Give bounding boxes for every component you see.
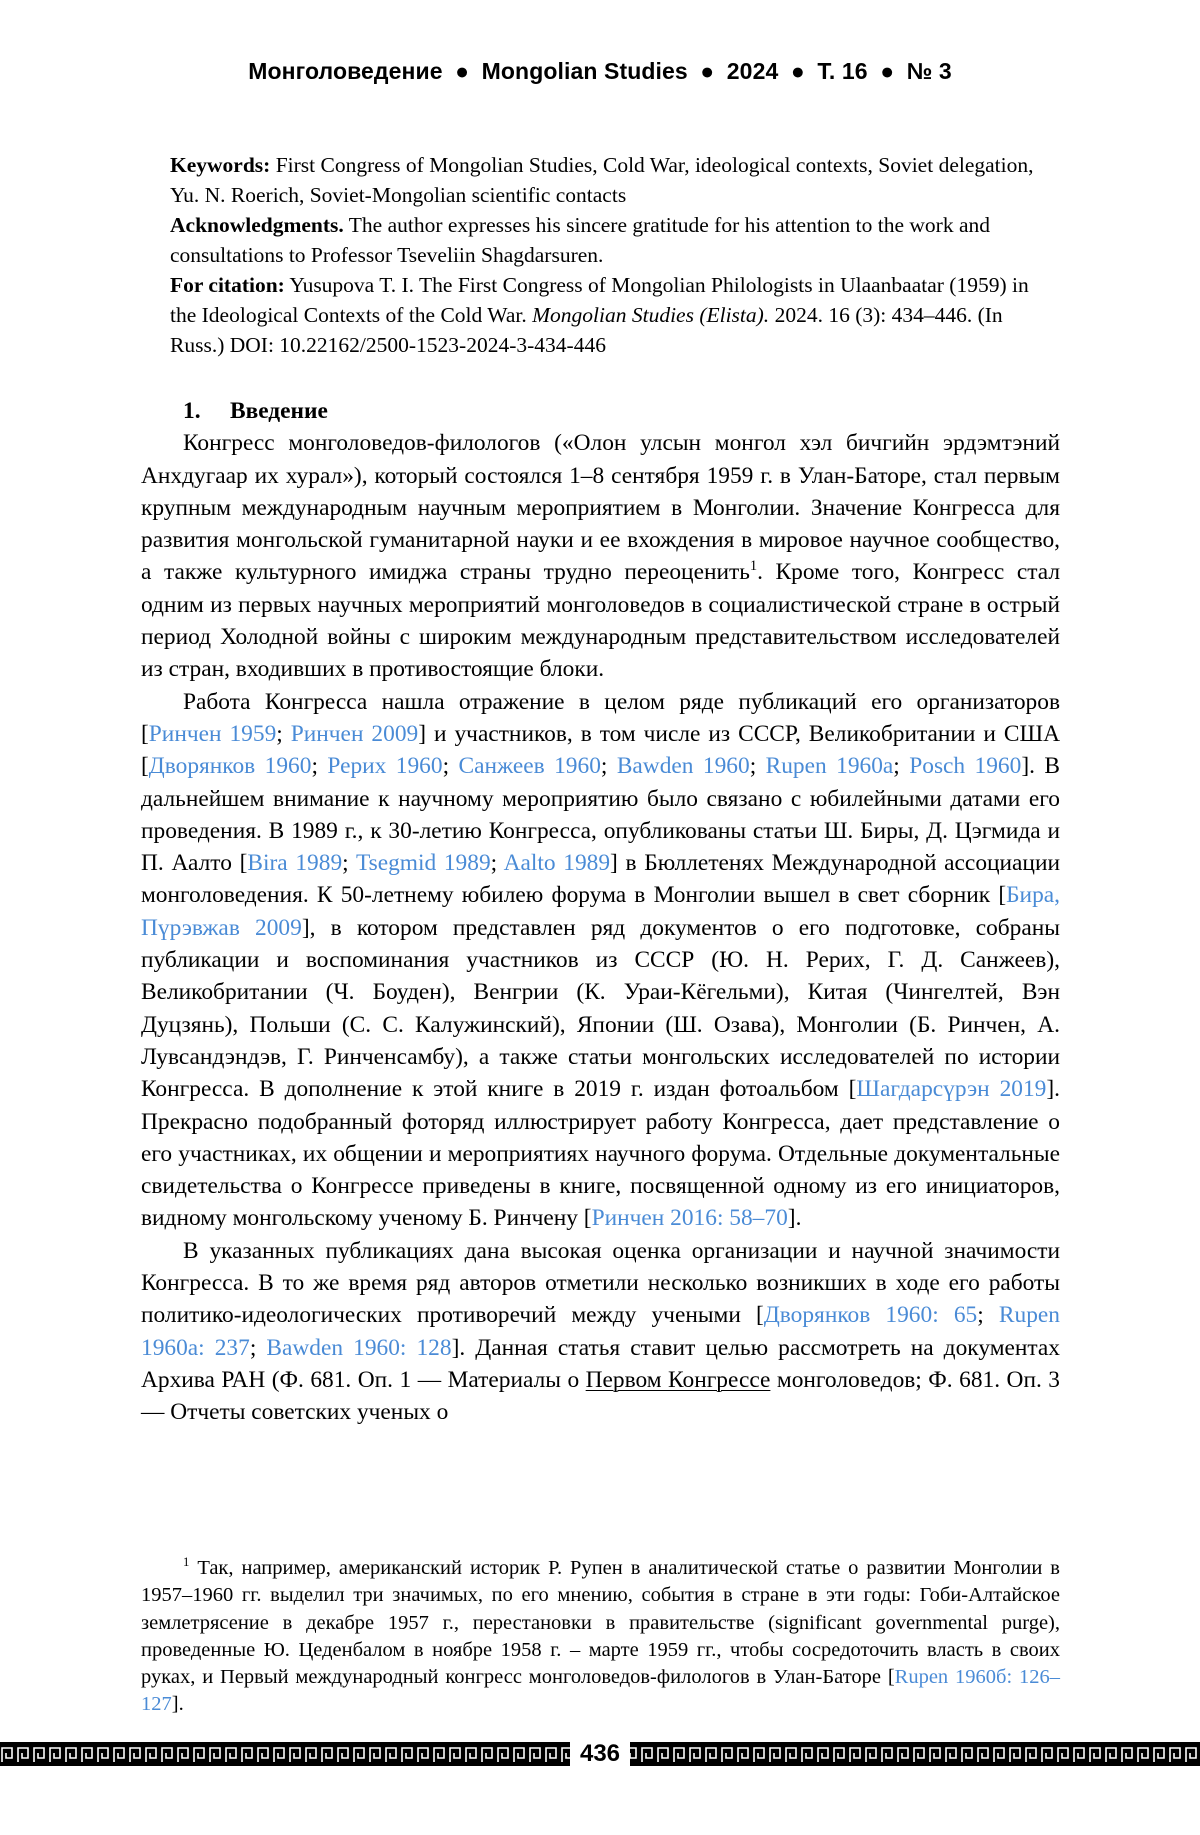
paragraph-text: ], в котором представлен ряд документов о его подготовке, собраны публикации и воспоминания участников из СССР (Ю. Н. Рерих, Г. Д. Санжеев), Великобритании (Ч. Боуден), Венгрии (К. Ураи-Кёгельми), Китая (Чингелтей, Вэн Дуцзянь), Польши (С. С. Калужинский), Японии (Ш. Озава), Монголии (Б. Ринчен, А. Лувсандэндэв, Г. Ринченсамбу), а также статьи монгольских исследователей по истории Конгресса. В дополнение к этой книге в 2019 г. издан фотоальбом [ [141,914,1060,1103]
acknowledgments-text: The author expresses his sincere gratitude for his attention to the work and consultations to Professor Tseveliin Shagdarsuren. [170,213,991,267]
reference-link[interactable]: Дворянков 1960: 65 [763,1302,978,1329]
footnote-body: Так, например, американский историк Р. Рупен в аналитической статье о развитии Монголии в 1957–1960 гг. выделил три значимых, по его мнению, события в стране в эти годы: Гоби-Алтайское землетрясение в декабре 1957 г., перестановки в правительстве (significant governmental purge), проведенные Ю. Цеденбалом в ноябре 1958 г. – марте 1959 гг., чтобы сосредоточить власть в своих руках, и Первый международный конгресс монголоведов-филологов в Улан-Баторе [ [141,1557,1060,1689]
reference-link[interactable]: Posch 1960 [909,753,1022,780]
ref-separator: ; [342,850,356,877]
ref-separator: ; [749,753,766,780]
underlined-phrase: Первом Конгрессе [585,1366,771,1393]
reference-link[interactable]: Дворянков 1960 [148,753,312,780]
citation-label: For citation: [170,273,285,297]
ref-separator: ; [442,753,459,780]
journal-volume: Т. 16 [817,58,868,84]
reference-link[interactable]: Ринчен 1959 [148,720,277,747]
paragraph-text: ]. В дальнейшем внимание к научному мероприятию было связано с юбилейными датами его проведения. В 1989 г., к 30-летию Конгресса, опубликованы статьи Ш. Биры, Д. Цэгмида и П. Аалто [ [141,753,1060,877]
ref-separator: ; [977,1302,999,1329]
citation [170,270,1040,360]
paragraph-text: ]. [787,1205,802,1232]
paragraph [141,427,1060,685]
ref-separator: ; [893,753,910,780]
page-number: 436 [570,1740,630,1768]
footnote [141,1555,1060,1719]
ref-separator: ; [600,753,617,780]
reference-link[interactable]: Rupen 1960a: 237 [141,1302,1060,1361]
paragraph-text: ] в Бюллетенях Международной ассоциации монголоведения. К 50-летнему юбилею форума в Монголии вышел в свет сборник [ [141,850,1060,909]
article-body [141,395,1060,1429]
journal-year: 2024 [726,58,779,84]
paragraph-text: Конгресс монголоведов-филологов («Олон улсын монгол хэл бичгийн эрдэмтэний Анхдугаар их хурал»), который состоялся 1–8 сентября 1959 г. в Улан-Баторе, стал первым крупным международным научным мероприятием в Монголии. Значение Конгресса для развития монгольской гуманитарной науки и ее вхождения в мировое научное сообщество, а также культурного имиджа страны трудно переоценить [141,430,1060,586]
reference-link[interactable]: Санжеев 1960 [458,753,601,780]
ref-separator: ; [311,753,328,780]
paragraph-text: ]. Прекрасно подобранный фоторяд иллюстрирует работу Конгресса, дает представление о его участниках, их общении и мероприятиях научного форума. Отдельные документальные свидетельства о Конгрессе приведены в книге, посвященной одному из его инициаторов, видному монгольскому ученому Б. Ринчену [ [141,1076,1060,1232]
acknowledgments-label: Acknowledgments. [170,213,344,237]
paragraph-text: ]. Данная статья ставит целью рассмотреть на документах Архива РАН (Ф. 681. Оп. 1 — Материалы о [141,1334,1060,1393]
article-metadata [170,150,1040,360]
ref-separator: ; [276,720,291,747]
reference-link[interactable]: Rupen 1960б: 126–127 [141,1666,1060,1716]
header-separator: ● [455,58,470,84]
section-number: 1. [183,398,201,424]
reference-link[interactable]: Tsegmid 1989 [355,850,491,877]
header-separator: ● [700,58,715,84]
paragraph [141,686,1060,1235]
ref-separator: ; [490,850,504,877]
citation-text: Yusupova T. I. The First Congress of Mongolian Philologists in Ulaanbaatar (1959) in the Ideological Contexts of the Cold War. [170,273,1029,327]
running-head [0,58,1200,85]
reference-link[interactable]: Bawden 1960: 128 [266,1334,452,1361]
reference-link[interactable]: Бира, Пүрэвжав 2009 [141,882,1060,941]
keywords-text: First Congress of Mongolian Studies, Cold War, ideological contexts, Soviet delegation, Yu. N. Roerich, Soviet-Mongolian scientific contacts [170,153,1034,207]
citation-text: 2024. 16 (3): 434–446. (In Russ.) DOI: 10.22162/2500-1523-2024-3-434-446 [170,303,1003,357]
paragraph-text: В указанных публикациях дана высокая оценка организации и научной значимости Конгресса. В то же время ряд авторов отметили несколько возникших в ходе его работы политико-идеологических противоречий между учеными [ [141,1237,1060,1329]
reference-link[interactable]: Шагдарсүрэн 2019 [856,1076,1047,1103]
paragraph-text: . Кроме того, Конгресс стал одним из первых научных мероприятий монголоведов в социалистической стране в острый период Холодной войны с широким международным представительством исследователей из стран, входивших в противостоящие блоки. [141,559,1060,683]
citation-journal: Mongolian Studies (Elista). [532,303,770,327]
footnote-number: 1 [183,1555,190,1570]
keywords-label: Keywords: [170,153,271,177]
reference-link[interactable]: Ринчен 2016: 58–70 [591,1205,788,1232]
paragraph-text: монголоведов; Ф. 681. Оп. 3 — Отчеты советских ученых о [141,1366,1061,1426]
header-separator: ● [790,58,805,84]
reference-link[interactable]: Aalto 1989 [503,850,611,877]
footnote-text [141,1555,1060,1719]
reference-link[interactable]: Bira 1989 [247,850,343,877]
section-heading [141,395,1060,427]
section-title: Введение [230,398,328,424]
paragraph-text: ] и участников, в том числе из СССР, Великобритании и США [ [141,720,1060,780]
journal-issue: № 3 [906,58,952,84]
paragraph [141,1235,1060,1429]
header-separator: ● [880,58,895,84]
footnote-marker[interactable]: 1 [749,558,758,575]
paragraph-text: Работа Конгресса нашла отражение в целом ряде публикаций его организаторов [ [141,688,1060,747]
keywords [170,150,1040,210]
journal-name-en: Mongolian Studies [481,58,688,84]
journal-name-ru: Монголоведение [248,58,443,84]
acknowledgments [170,210,1040,270]
reference-link[interactable]: Rupen 1960a [765,753,894,780]
reference-link[interactable]: Рерих 1960 [327,753,443,780]
footnote-body: ]. [171,1693,184,1716]
reference-link[interactable]: Bawden 1960 [616,753,750,780]
ref-separator: ; [249,1334,267,1361]
reference-link[interactable]: Ринчен 2009 [290,720,419,747]
